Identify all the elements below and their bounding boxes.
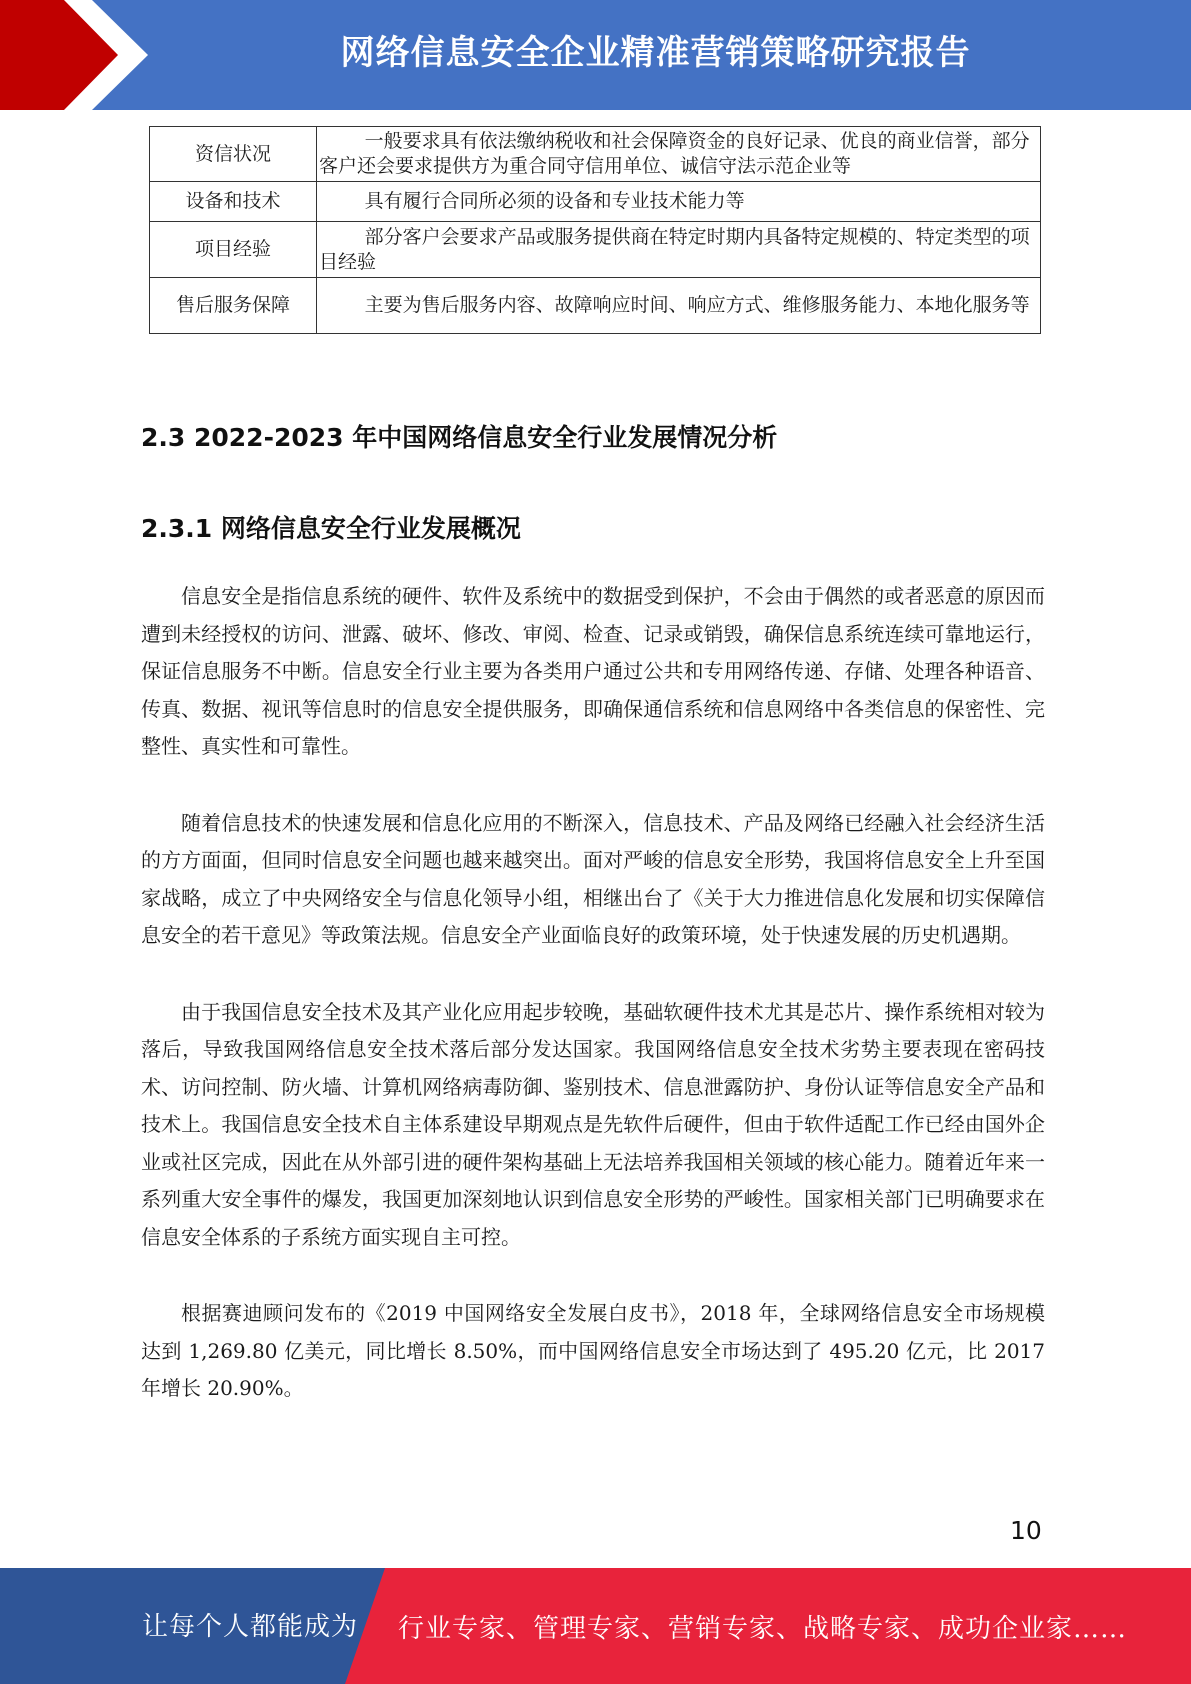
row-label: 资信状况 bbox=[150, 127, 317, 182]
row-label: 售后服务保障 bbox=[150, 278, 317, 334]
report-title: 网络信息安全企业精准营销策略研究报告 bbox=[340, 33, 971, 73]
row-description: 主要为售后服务内容、故障响应时间、响应方式、维修服务能力、本地化服务等 bbox=[317, 278, 1041, 334]
page-number: 10 bbox=[1010, 1516, 1042, 1545]
table-row bbox=[150, 182, 1041, 222]
table-row bbox=[150, 127, 1041, 182]
footer-banner bbox=[0, 1568, 1191, 1684]
paragraph: 根据赛迪顾问发布的《2019 中国网络安全发展白皮书》，2018 年，全球网络信息安全市场规模达到 1,269.80 亿美元，同比增长 8.50%，而中国网络信息安全市场达到了 495.20 亿元，比 2017 年增长 20.90%。 bbox=[141, 1301, 1045, 1400]
requirements-table bbox=[149, 126, 1041, 334]
row-label: 设备和技术 bbox=[150, 182, 317, 222]
row-description: 一般要求具有依法缴纳税收和社会保障资金的良好记录、优良的商业信誉，部分客户还会要求提供方为重合同守信用单位、诚信守法示范企业等 bbox=[317, 127, 1041, 182]
row-description: 具有履行合同所必须的设备和专业技术能力等 bbox=[317, 182, 1041, 222]
subsection-heading: 2.3.1 网络信息安全行业发展概况 bbox=[141, 514, 521, 543]
paragraph: 信息安全是指信息系统的硬件、软件及系统中的数据受到保护，不会由于偶然的或者恶意的原因而遭到未经授权的访问、泄露、破坏、修改、审阅、检查、记录或销毁，确保信息系统连续可靠地运行，保证信息服务不中断。信息安全行业主要为各类用户通过公共和专用网络传递、存储、处理各种语音、传真、数据、视讯等信息时的信息安全提供服务，即确保通信系统和信息网络中各类信息的保密性、完整性、真实性和可靠性。 bbox=[141, 584, 1045, 758]
header-banner bbox=[0, 0, 1191, 110]
row-label: 项目经验 bbox=[150, 222, 317, 278]
row-description: 部分客户会要求产品或服务提供商在特定时期内具备特定规模的、特定类型的项目经验 bbox=[317, 222, 1041, 278]
table-row bbox=[150, 278, 1041, 334]
paragraph: 随着信息技术的快速发展和信息化应用的不断深入，信息技术、产品及网络已经融入社会经济生活的方方面面，但同时信息安全问题也越来越突出。面对严峻的信息安全形势，我国将信息安全上升至国家战略，成立了中央网络安全与信息化领导小组，相继出台了《关于大力推进信息化发展和切实保障信息安全的若干意见》等政策法规。信息安全产业面临良好的政策环境，处于快速发展的历史机遇期。 bbox=[141, 810, 1045, 947]
table-row bbox=[150, 222, 1041, 278]
footer-slogan-right: 行业专家、管理专家、营销专家、战略专家、成功企业家…… bbox=[398, 1614, 1128, 1644]
paragraph: 由于我国信息安全技术及其产业化应用起步较晚，基础软硬件技术尤其是芯片、操作系统相对较为落后，导致我国网络信息安全技术落后部分发达国家。我国网络信息安全技术劣势主要表现在密码技术、访问控制、防火墙、计算机网络病毒防御、鉴别技术、信息泄露防护、身份认证等信息安全产品和技术上。我国信息安全技术自主体系建设早期观点是先软件后硬件，但由于软件适配工作已经由国外企业或社区完成，因此在从外部引进的硬件架构基础上无法培养我国相关领域的核心能力。随着近年来一系列重大安全事件的爆发，我国更加深刻地认识到信息安全形势的严峻性。国家相关部门已明确要求在信息安全体系的子系统方面实现自主可控。 bbox=[141, 999, 1045, 1249]
footer-slogan-left: 让每个人都能成为 bbox=[142, 1612, 359, 1642]
body-text bbox=[141, 578, 1045, 1447]
section-heading: 2.3 2022-2023 年中国网络信息安全行业发展情况分析 bbox=[141, 423, 778, 452]
